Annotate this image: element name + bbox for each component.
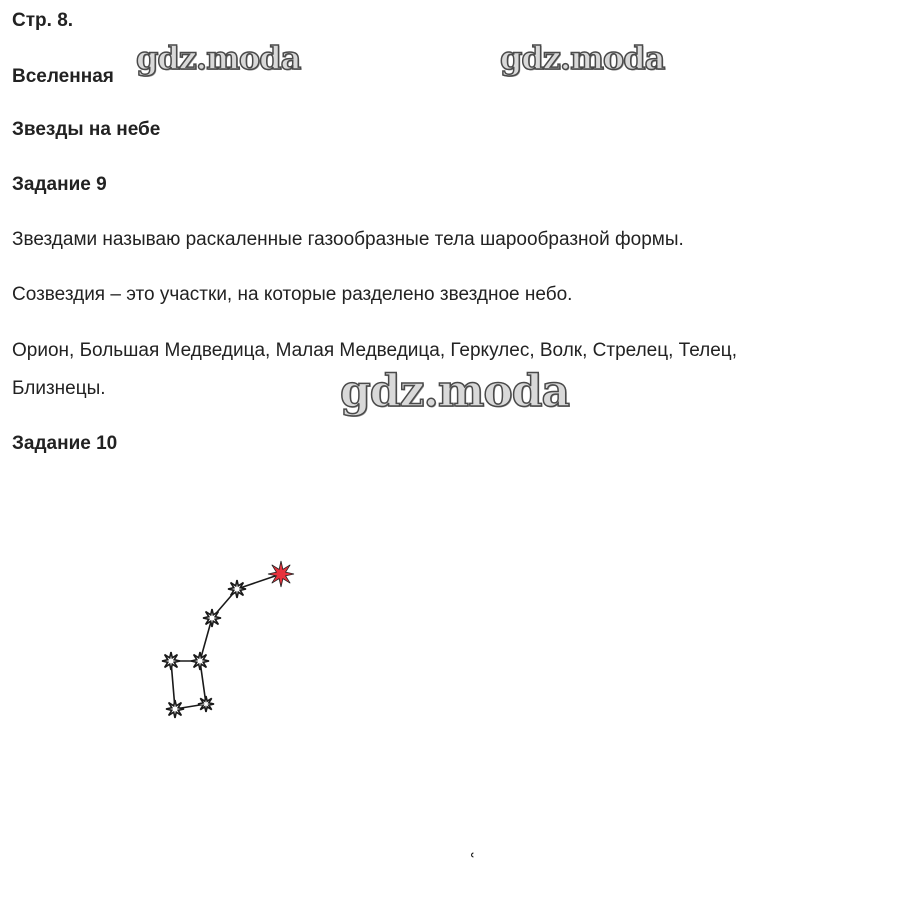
task9-paragraph-1: Звездами называю раскаленные газообразные тела шарообразной формы. [12, 229, 684, 250]
stray-mark: ˓ [470, 846, 476, 867]
task10-title: Задание 10 [12, 433, 118, 454]
star-icon [166, 700, 184, 718]
watermark-top-left: gdz.moda [136, 39, 301, 77]
star-icon [162, 652, 180, 670]
task9-paragraph-3-line1: Орион, Большая Медведица, Малая Медведица, Геркулес, Волк, Стрелец, Телец, [12, 340, 737, 361]
star-icon [198, 696, 214, 712]
polar-star-icon [268, 561, 294, 587]
constellation-stars [162, 561, 294, 718]
page-header: Стр. 8. [12, 10, 74, 31]
task9-title: Задание 9 [12, 174, 107, 195]
task9-paragraph-3-line2: Близнецы. [12, 378, 106, 399]
section-title: Вселенная [12, 66, 114, 87]
topic-title: Звезды на небе [12, 119, 161, 140]
task9-paragraph-2: Созвездия – это участки, на которые разделено звездное небо. [12, 284, 573, 305]
watermark-center: gdz.moda [340, 366, 570, 417]
star-icon [191, 652, 209, 670]
watermark-top-right: gdz.moda [500, 39, 665, 77]
star-icon [228, 580, 246, 598]
constellation-lines [171, 574, 281, 709]
star-icon [203, 609, 221, 627]
